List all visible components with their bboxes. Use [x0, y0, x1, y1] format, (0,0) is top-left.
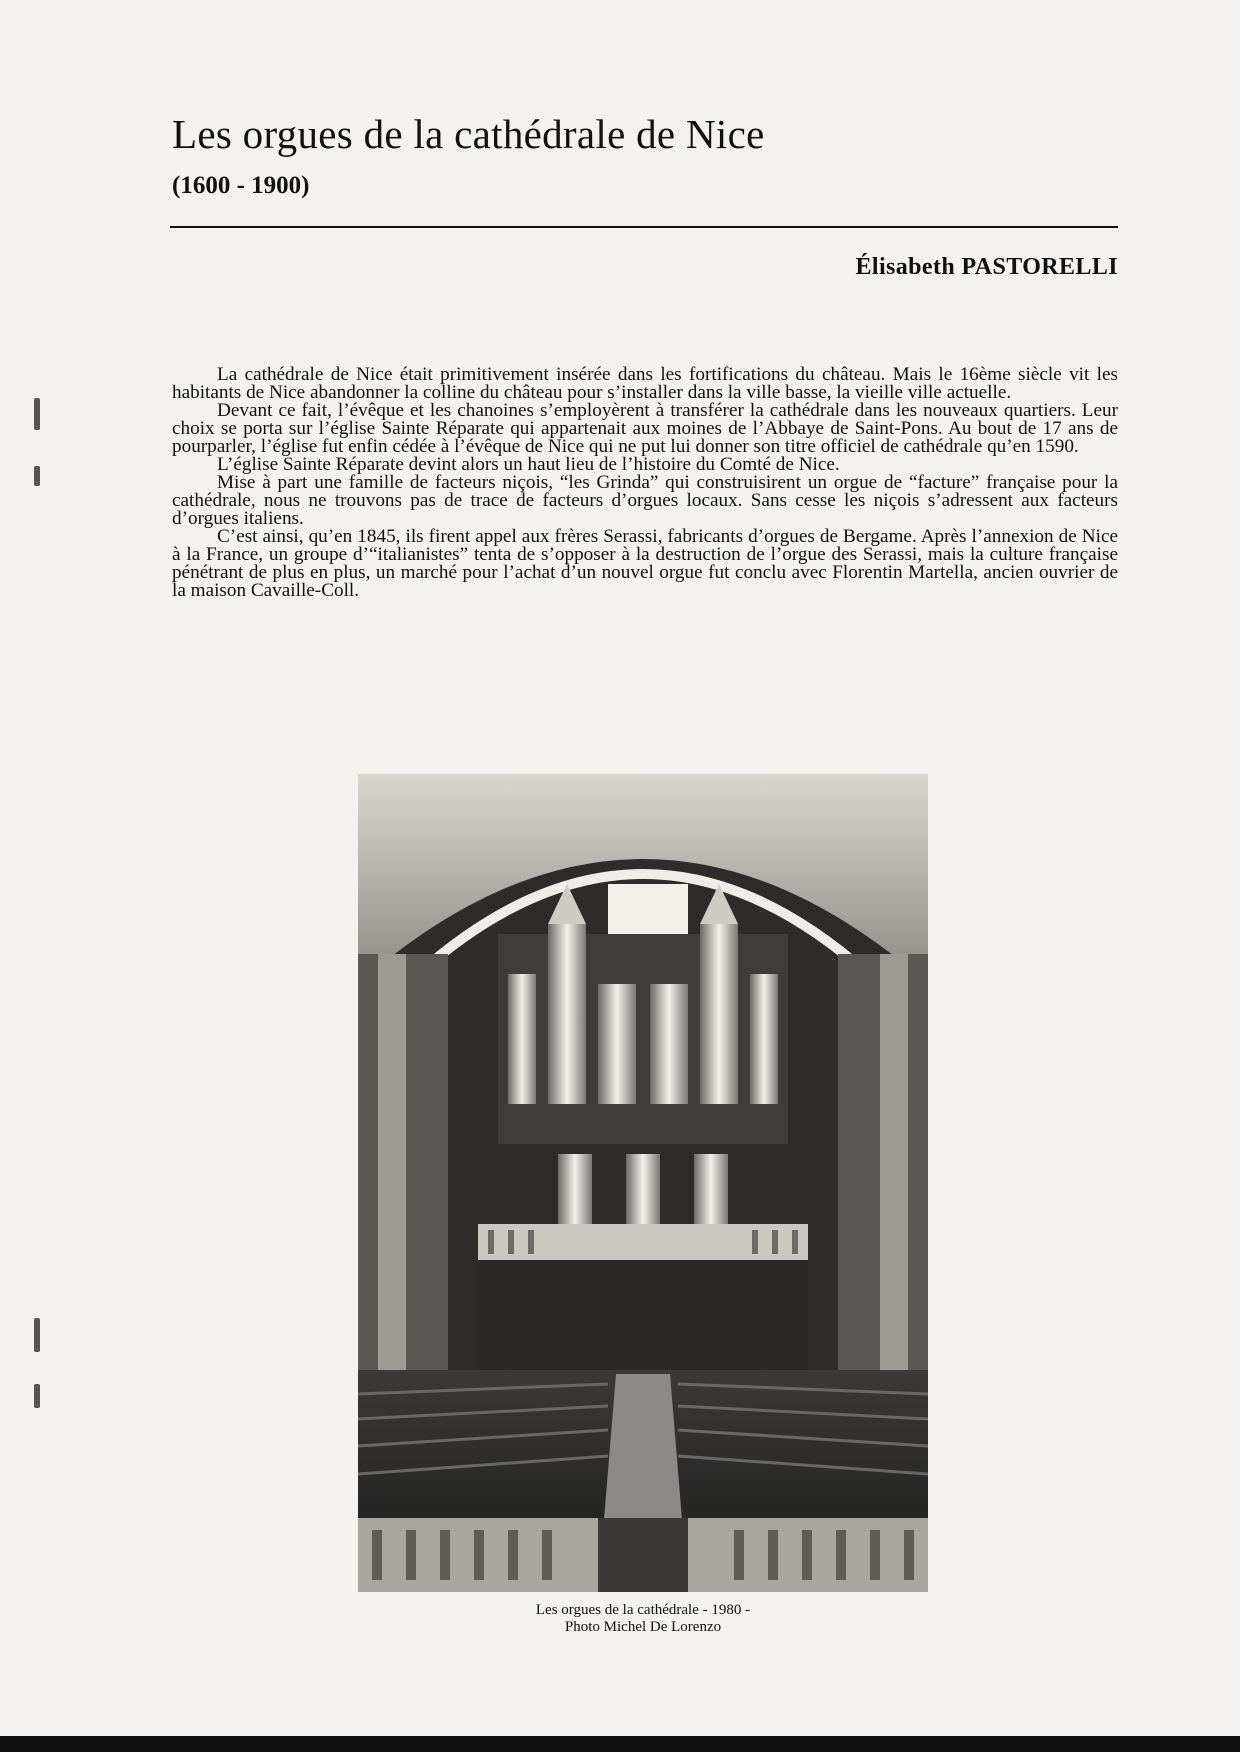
binding-mark	[34, 398, 40, 430]
paragraph: C’est ainsi, qu’en 1845, ils firent appel aux frères Serassi, fabricants d’orgues de Bergame. Après l’annexion de Nice à la France, un groupe d’“italianistes” tenta de s’opposer à la destruction de l’orgue des Serassi, mais la culture française pénétrant de plus en plus, un marché pour l’achat d’un nouvel orgue fut conclu avec Florentin Martella, ancien ouvrier de la maison Cavaille-Coll.	[172, 526, 1118, 601]
organ-photo-illustration	[358, 774, 928, 1592]
paragraph: L’église Sainte Réparate devint alors un haut lieu de l’histoire du Comté de Nice.	[217, 454, 840, 475]
binding-mark	[34, 1318, 40, 1352]
article-title: Les orgues de la cathédrale de Nice	[172, 111, 765, 157]
organ-photo	[358, 774, 928, 1592]
article-subtitle: (1600 - 1900)	[172, 172, 310, 199]
binding-mark	[34, 1384, 40, 1408]
title-rule	[170, 226, 1118, 228]
paragraph: Mise à part une famille de facteurs niçois, “les Grinda” qui construisirent un orgue de “facture” française pour la cathédrale, nous ne trouvons pas de trace de facteurs d’orgues locaux. Sans cesse les niçois s’adressent aux facteurs d’orgues italiens.	[172, 472, 1118, 529]
article-author: Élisabeth PASTORELLI	[855, 254, 1118, 280]
article-body	[172, 366, 1118, 600]
paragraph: La cathédrale de Nice était primitivement insérée dans les fortifications du château. Mais le 16ème siècle vit les habitants de Nice abandonner la colline du château pour s’installer dans la ville basse, la vieille ville actuelle.	[172, 364, 1118, 403]
caption-line: Les orgues de la cathédrale - 1980 -	[535, 1602, 751, 1618]
binding-mark	[34, 466, 40, 486]
caption-line: Photo Michel De Lorenzo	[564, 1619, 722, 1635]
figure-caption	[358, 1602, 928, 1636]
scan-bottom-edge	[0, 1736, 1240, 1752]
paragraph: Devant ce fait, l’évêque et les chanoines s’employèrent à transférer la cathédrale dans les nouveaux quartiers. Leur choix se porta sur l’église Sainte Réparate qui appartenait aux moines de l’Abbaye de Saint-Pons. Au bout de 17 ans de pourparler, l’église fut enfin cédée à l’évêque de Nice qui ne put lui donner son titre officiel de cathédrale qu’en 1590.	[172, 400, 1118, 457]
